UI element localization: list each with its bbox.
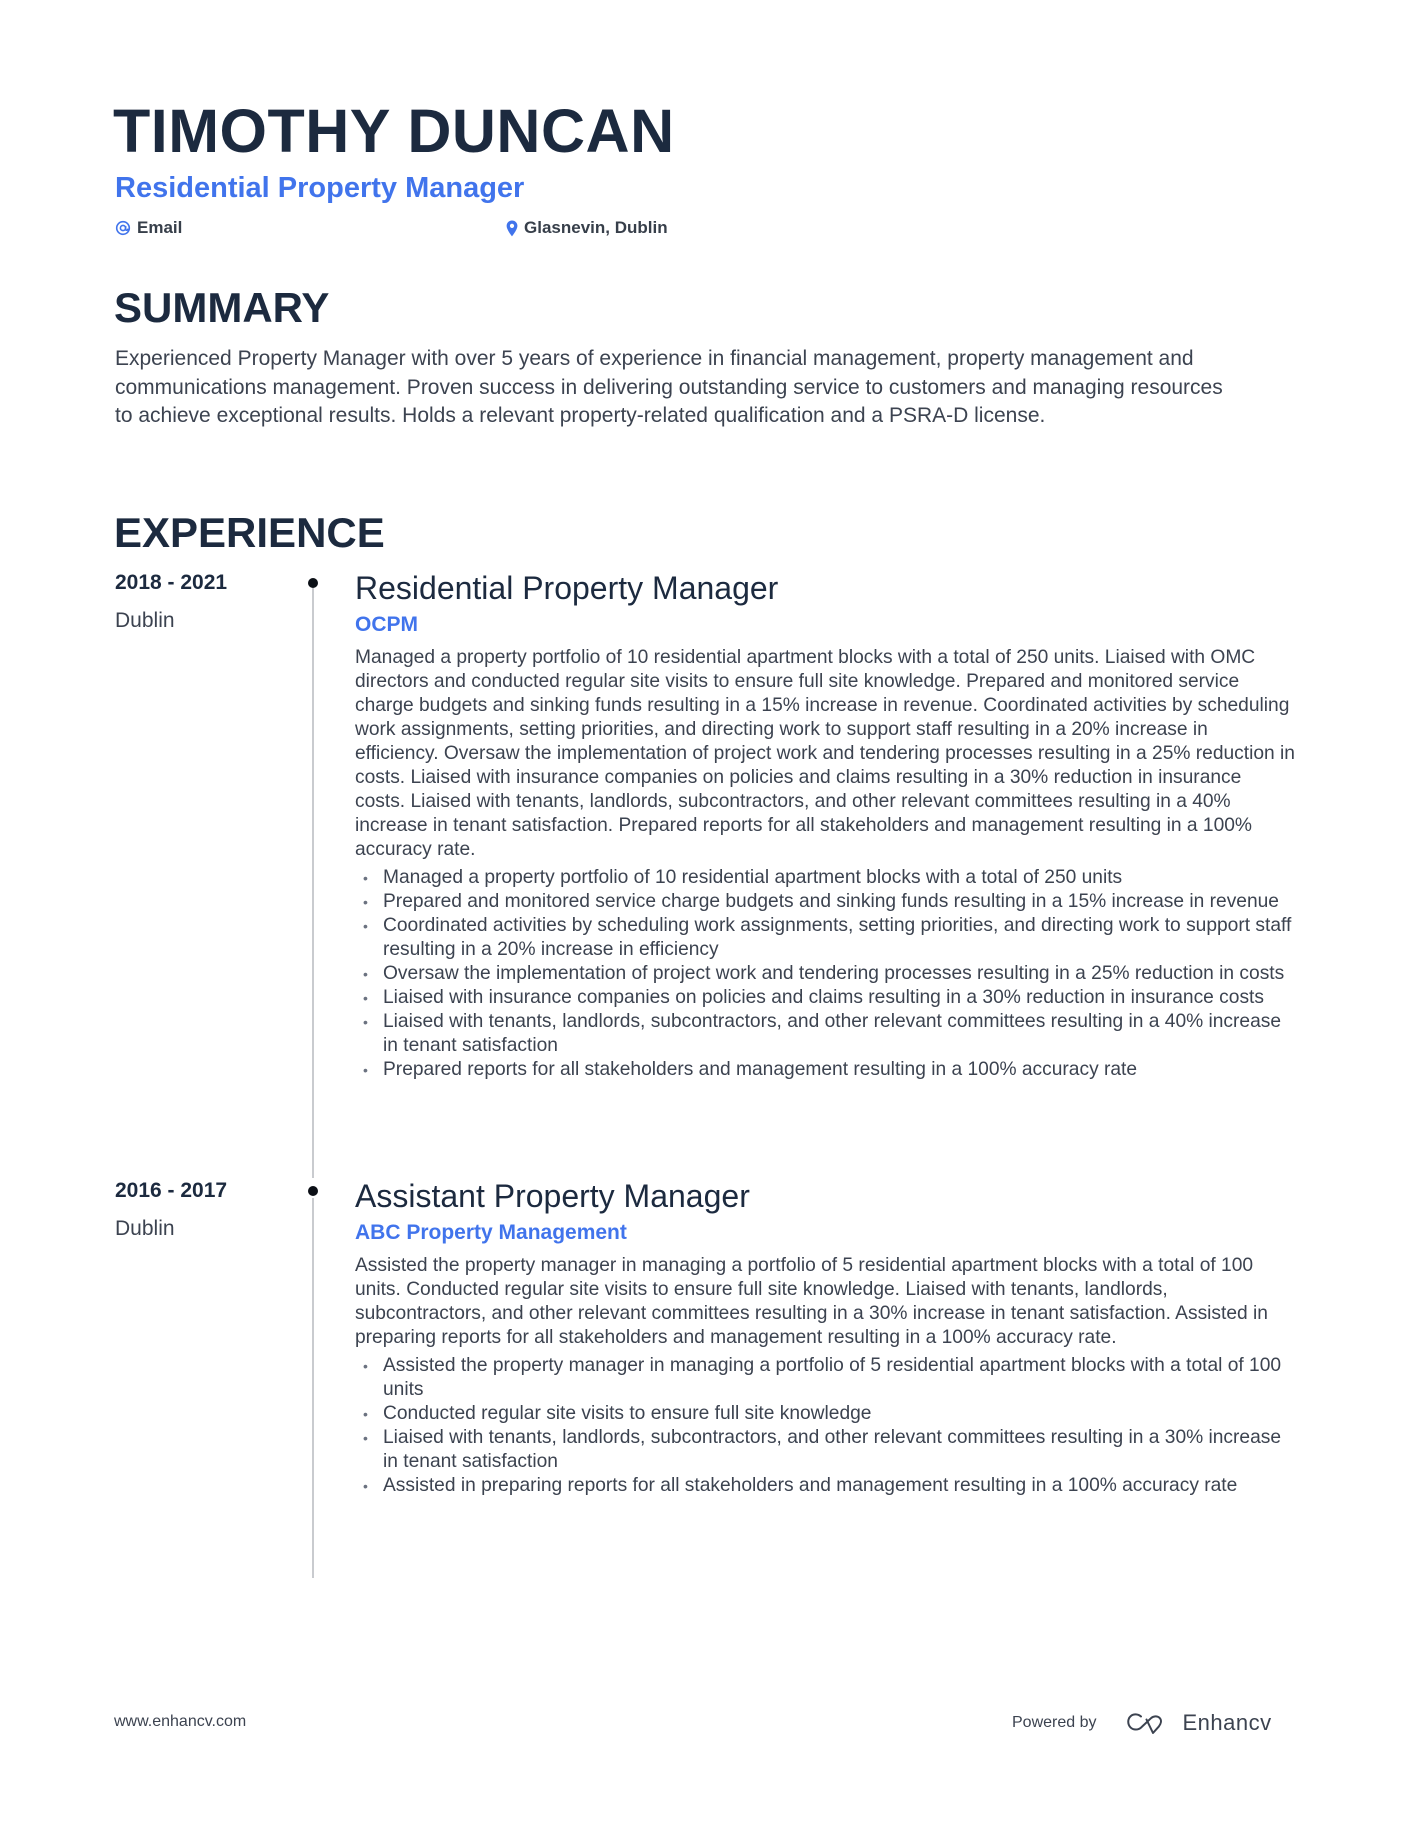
job-bullets	[355, 1354, 1295, 1498]
candidate-name: TIMOTHY DUNCAN	[113, 97, 675, 165]
job-location: Dublin	[115, 609, 175, 632]
timeline-line	[312, 1198, 314, 1578]
job-dates: 2016 - 2017	[115, 1179, 228, 1202]
bullet-dot-icon: •	[363, 990, 368, 1006]
candidate-headline: Residential Property Manager	[115, 172, 525, 204]
contact-email[interactable]	[115, 216, 182, 240]
job-title: Assistant Property Manager	[355, 1178, 750, 1214]
footer-website-link[interactable]: www.enhancv.com	[114, 1713, 247, 1730]
job-dates: 2018 - 2021	[115, 571, 228, 594]
job-company: ABC Property Management	[355, 1221, 627, 1244]
enhancv-brand: Enhancv	[1182, 1710, 1272, 1735]
email-label: Email	[137, 218, 183, 237]
bullet-item: • Liaised with tenants, landlords, subcontractors, and other relevant committees resulting in a 30% increase in tenant satisfaction	[363, 1427, 1282, 1472]
job-title: Residential Property Manager	[355, 570, 779, 606]
job-meta	[115, 1178, 295, 1242]
bullet-dot-icon: •	[363, 870, 368, 886]
bullet-item: • Coordinated activities by scheduling work assignments, setting priorities, and directing work to support staff resulting in a 20% increase in efficiency	[363, 915, 1292, 960]
location-label: Glasnevin, Dublin	[524, 218, 668, 237]
job-entry	[355, 1176, 1295, 1498]
bullet-item: • Assisted the property manager in managing a portfolio of 5 residential apartment blocks with a total of 100 units	[363, 1355, 1282, 1400]
job-location: Dublin	[115, 1217, 175, 1240]
bullet-item: • Prepared reports for all stakeholders and management resulting in a 100% accuracy rate	[363, 1059, 1138, 1080]
at-icon	[115, 220, 131, 236]
enhancv-logo-icon	[1125, 1711, 1171, 1735]
bullet-dot-icon: •	[363, 1430, 368, 1446]
bullet-item: • Managed a property portfolio of 10 residential apartment blocks with a total of 250 units	[363, 867, 1123, 888]
experience-heading: EXPERIENCE	[114, 509, 385, 556]
job-meta	[115, 570, 295, 634]
bullet-dot-icon: •	[363, 1062, 368, 1078]
bullet-dot-icon: •	[363, 1358, 368, 1374]
bullet-dot-icon: •	[363, 894, 368, 910]
summary-heading: SUMMARY	[114, 284, 330, 331]
bullet-item: • Prepared and monitored service charge budgets and sinking funds resulting in a 15% increase in revenue	[363, 891, 1279, 912]
bullet-dot-icon: •	[363, 1478, 368, 1494]
job-description: Assisted the property manager in managing a portfolio of 5 residential apartment blocks with a total of 100 units. Conducted regular site visits to ensure full site knowledge. Liaised with tenants, landlords, subcontractors, and other relevant committees resulting in a 30% increase in tenant satisfaction. Assisted in preparing reports for all stakeholders and management resulting in a 100% accuracy rate.	[355, 1255, 1268, 1348]
footer-powered-by[interactable]	[1012, 1711, 1272, 1735]
contact-location	[506, 216, 668, 240]
map-pin-icon	[506, 220, 518, 237]
timeline-dot	[308, 1186, 318, 1196]
job-bullets	[355, 866, 1295, 1082]
job-description: Managed a property portfolio of 10 residential apartment blocks with a total of 250 units. Liaised with OMC directors and conducted regular site visits to ensure full site knowledge. Prepared and monitored service charge budgets and sinking funds resulting in a 15% increase in revenue. Coordinated activities by scheduling work assignments, setting priorities, and directing work to support staff resulting in a 20% increase in efficiency. Oversaw the implementation of project work and tendering processes resulting in a 25% reduction in costs. Liaised with insurance companies on policies and claims resulting in a 30% reduction in insurance costs. Liaised with tenants, landlords, subcontractors, and other relevant committees resulting in a 40% increase in tenant satisfaction. Prepared reports for all stakeholders and management resulting in a 100% accuracy rate.	[355, 647, 1295, 860]
job-entry	[355, 568, 1295, 1082]
bullet-item: • Liaised with tenants, landlords, subcontractors, and other relevant committees resulting in a 40% increase in tenant satisfaction	[363, 1011, 1282, 1056]
job-company: OCPM	[355, 613, 418, 636]
bullet-item: • Conducted regular site visits to ensure full site knowledge	[363, 1403, 872, 1424]
bullet-item: • Assisted in preparing reports for all stakeholders and management resulting in a 100% accuracy rate	[363, 1475, 1238, 1496]
bullet-dot-icon: •	[363, 1014, 368, 1030]
contact-row	[115, 216, 815, 240]
summary-text: Experienced Property Manager with over 5 years of experience in financial management, property management and communications management. Proven success in delivering outstanding service to customers and managing resources to achieve exceptional results. Holds a relevant property-related qualification and a PSRA-D license.	[115, 347, 1223, 428]
bullet-dot-icon: •	[363, 1406, 368, 1422]
bullet-dot-icon: •	[363, 966, 368, 982]
timeline-dot	[308, 578, 318, 588]
bullet-item: • Liaised with insurance companies on policies and claims resulting in a 30% reduction in insurance costs	[363, 987, 1264, 1008]
bullet-item: • Oversaw the implementation of project work and tendering processes resulting in a 25% reduction in costs	[363, 963, 1285, 984]
timeline-line	[312, 588, 314, 1178]
powered-by-label: Powered by	[1012, 1714, 1097, 1731]
bullet-dot-icon: •	[363, 918, 368, 934]
